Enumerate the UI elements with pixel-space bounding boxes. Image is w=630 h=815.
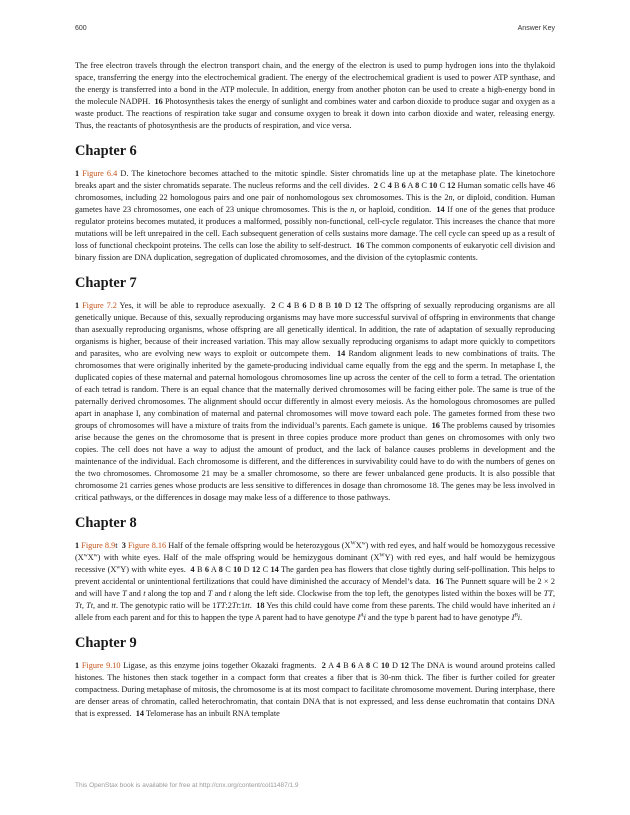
- page-footer: This OpenStax book is available for free at http://cnx.org/content/col11487/1.9: [75, 782, 299, 789]
- question-number: 16: [154, 97, 163, 106]
- chapter-9-heading: Chapter 9: [75, 635, 137, 651]
- chapter-7-answers: 1 Figure 7.2 Yes, it will be able to reproduce asexually. 2 C 4 B 6 D 8 B 10 D 12 The offspring of sexually reproducing organisms are all genetically unique. Because of this, sexually reproducing organisms may have more successful survival of offspring in environments that change than asexually reproducing organisms, whose offspring are all genetically identical. In addition, the rate of adaptation of sexually reproducing organisms is higher, because of their increased variation. This may allow sexually reproducing organisms to adapt more quickly to competitors and parasites, who are evolving new ways to exploit or outcompete them. 14 Random alignment leads to new combinations of traits. The chromosomes that were originally inherited by the gamete-producing individual came equally from the egg and the sperm. In metaphase I, the duplicated copies of these maternal and paternal homologous chromosomes line up across the center of the cell to form a tetrad. The orientation of each tetrad is random. There is an equal chance that the maternally derived chromosomes will be facing either pole. The same is true of the paternally derived chromosomes. The alignment should occur differently in almost every meiosis. As the homologous chromosomes are pulled apart in anaphase I, any combination of maternal and paternal chromosomes will move toward each pole. The gametes formed from these two groups of chromosomes will have a mixture of traits from the individual’s parents. Each gamete is unique. 16 The problems caused by trisomies arise because the genes on the chromosome that is present in three copies produce more product than genes on chromosomes with only two copies. The cell does not have a way to adjust the amount of product, and the lack of balance causes problems in development and the maintenance of the individual. Each chromosome is different, and the differences in survivability could have to do with the numbers of genes on the two chromosomes. Chromosome 21 may be a smaller chromosome, so there are fewer unbalanced gene products. It is also possible that chromosome 21 carries genes whose products are less sensitive to differences in dosage than chromosome 18. The genes may be less involved in critical pathways, or the differences in dosage may make less of a difference to those pathways.: [75, 301, 556, 502]
- figure-link[interactable]: Figure 7.2: [82, 301, 117, 310]
- answer-key-content: [75, 60, 555, 720]
- intro-paragraph: The free electron travels through the electron transport chain, and the energy of the electron is used to pump hydrogen ions into the thylakoid space, transferring the energy into the electrochemical gradient. The energy of the electrochemical gradient is used to power ATP synthase, and the energy is transferred into a bond in the ATP molecule. In addition, energy from another photon can be used to create a high-energy bond in the molecule NADPH. 16 Photosynthesis takes the energy of sunlight and combines water and carbon dioxide to produce sugar and oxygen as a waste product. The reactions of respiration take sugar and consume oxygen to break it down into carbon dioxide and water, releasing energy. Thus, the reactants of photosynthesis are the products of respiration, and vice versa.: [75, 61, 555, 130]
- chapter-9-answers: 1 Figure 9.10 Ligase, as this enzyme joins together Okazaki fragments. 2 A 4 B 6 A 8 C 10 D 12 The DNA is wound around proteins called histones. The histones then stack together in a compact form that creates a fiber that is 30-nm thick. The fiber is further coiled for greater compactness. During metaphase of mitosis, the chromosome is at its most compact to facilitate chromosome movement. During interphase, there are denser areas of chromatin, called heterochromatin, that contain DNA that is not expressed, and less dense euchromatin that contains DNA that is expressed. 14 Telomerase has an inbuilt RNA template: [75, 661, 556, 718]
- question-number: 1: [75, 541, 80, 550]
- question-number: 1: [75, 169, 80, 178]
- figure-link[interactable]: Figure 9.10: [81, 661, 121, 670]
- chapter-8-heading: Chapter 8: [75, 515, 137, 531]
- chapter-8-answers: 1 Figure 8.9t 3 Figure 8.16 Half of the female offspring would be heterozygous $(X^WX^w)$ with red eyes, and half would be homozygous recessive $(X^wX^w)$ with white eyes. Half of the male offspring would be hemizygous dominant $(X^WY)$ with red eyes, and half would be hemizygous recessive $(X^wY)$ with white eyes. 4 B 6 A 8 C 10 D 12 C 14 The garden pea has flowers that close tightly during self-pollination. This helps to prevent accidental or unintentional fertilizations that could have diminished the accuracy of Mendel’s data. 16 The Punnett square will be 2 × 2 and will have T and t along the top and T and t along the left side. Clockwise from the top left, the genotypes listed within the boxes will be TT, Tt, Tt, and tt. The genotypic ratio will be 1TT:2Tt:1tt. 18 Yes this child could have come from these parents. The child would have inherited an i allele from each parent and for this to happen the type A parent had to have genotype $I^Ai$ and the type b parent had to have genotype $I^Bi$.: [75, 540, 556, 622]
- section-title: Answer Key: [517, 25, 555, 32]
- chapter-7-heading: Chapter 7: [75, 275, 137, 291]
- chapter-6-answers: 1 Figure 6.4 D. The kinetochore becomes attached to the mitotic spindle. Sister chromatids line up at the metaphase plate. The kinetochore breaks apart and the sister chromatids separate. The nucleus reforms and the cell divides. 2 C 4 B 6 A 8 C 10 C 12 Human somatic cells have 46 chromosomes, including 22 homologous pairs and one pair of nonhomologous sex chromosomes. This is the 2n, or diploid, condition. Human gametes have 23 chromosomes, one each of 23 unique chromosomes. This is the n, or haploid, condition. 14 If one of the genes that produce regulator proteins becomes mutated, it produces a malformed, possibly non-functional, cell-cycle regulator. This increases the chance that more mutations will be left unrepaired in the cell. Each subsequent generation of cells sustains more damage. The cell cycle can speed up as a result of loss of functional checkpoint proteins. The cells can lose the ability to self-destruct. 16 The common components of eukaryotic cell division and binary fission are DNA duplication, segregation of duplicated chromosomes, and the division of the cytoplasmic contents.: [75, 169, 556, 262]
- chapter-6-heading: Chapter 6: [75, 143, 137, 159]
- figure-link[interactable]: Figure 8.16: [128, 541, 167, 550]
- page-number: 600: [75, 25, 87, 32]
- question-number: 1: [75, 301, 80, 310]
- question-number: 1: [75, 661, 80, 670]
- figure-link[interactable]: Figure 8.9: [81, 541, 116, 550]
- figure-link[interactable]: Figure 6.4: [82, 169, 118, 178]
